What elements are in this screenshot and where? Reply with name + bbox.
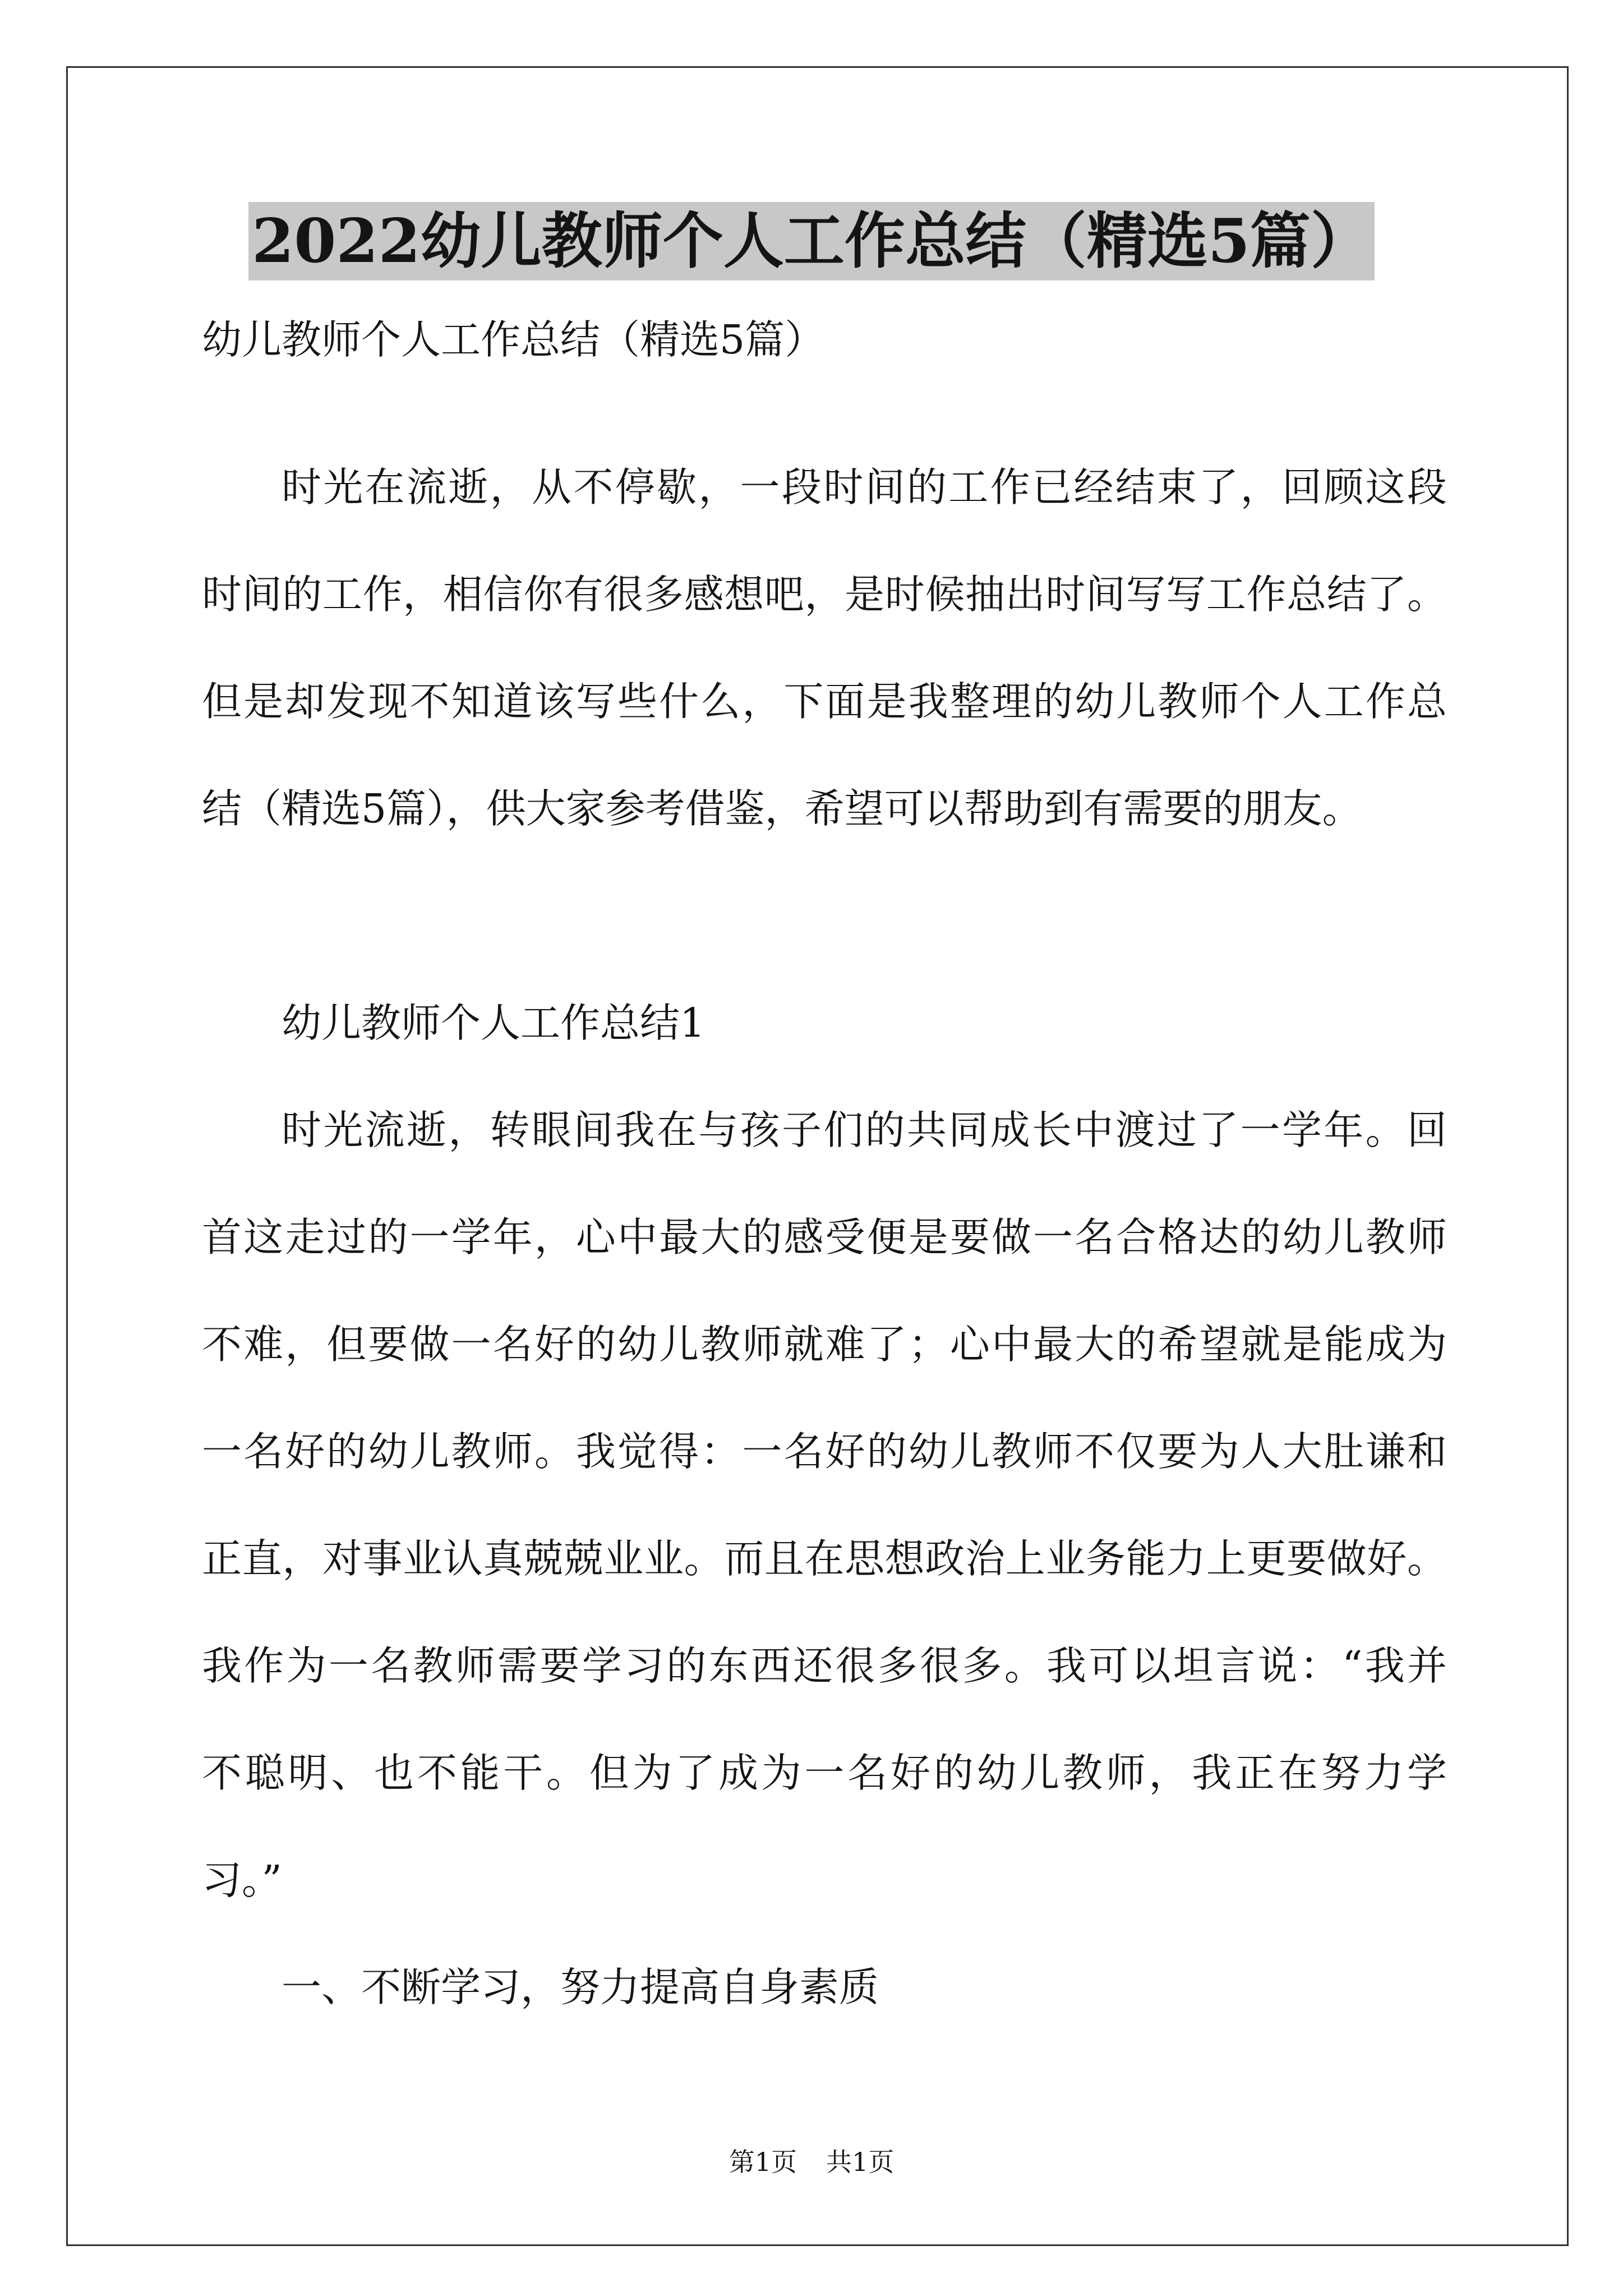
- page-footer: [0, 2145, 1623, 2179]
- paragraph-line: 时光流逝，转眼间我在与孩子们的共同成长中渡过了一学年。回: [282, 1107, 1447, 1153]
- paragraph-line: 首这走过的一学年，心中最大的感受便是要做一名合格达的幼儿教师: [202, 1214, 1447, 1260]
- paragraph-line: 习。”: [202, 1857, 282, 1903]
- paragraph-line: 结（精选5篇），供大家参考借鉴，希望可以帮助到有需要的朋友。: [202, 785, 1362, 832]
- intro-paragraph: [202, 434, 1447, 862]
- paragraph-line: 时光在流逝，从不停歇，一段时间的工作已经结束了，回顾这段: [282, 464, 1447, 510]
- page-number: 第1页: [728, 2147, 797, 2177]
- paragraph-line: 我作为一名教师需要学习的东西还很多很多。我可以坦言说：“我并: [202, 1642, 1447, 1689]
- blank-line: [202, 862, 1447, 969]
- paragraph-line: 但是却发现不知道该写些什么，下面是我整理的幼儿教师个人工作总: [202, 678, 1447, 725]
- section-subheading: 一、不断学习，努力提高自身素质: [282, 1964, 879, 2010]
- paragraph-line: 正直，对事业认真兢兢业业。而且在思想政治上业务能力上更要做好。: [202, 1535, 1447, 1582]
- body-paragraph: [202, 1076, 1447, 1934]
- title-container: [0, 202, 1623, 280]
- page-total: 共1页: [826, 2147, 895, 2177]
- paragraph-line: 不难，但要做一名好的幼儿教师就难了；心中最大的希望就是能成为: [202, 1321, 1447, 1368]
- document-subtitle: 幼儿教师个人工作总结（精选5篇）: [202, 316, 825, 363]
- paragraph-line: 时间的工作，相信你有很多感想吧，是时候抽出时间写写工作总结了。: [202, 571, 1447, 618]
- section-heading: 幼儿教师个人工作总结1: [282, 1000, 706, 1046]
- paragraph-line: 一名好的幼儿教师。我觉得：一名好的幼儿教师不仅要为人大肚谦和: [202, 1428, 1447, 1475]
- document-body: [202, 434, 1447, 2041]
- document-title: 2022幼儿教师个人工作总结（精选5篇）: [248, 202, 1375, 280]
- paragraph-line: 不聪明、也不能干。但为了成为一名好的幼儿教师，我正在努力学: [202, 1750, 1447, 1796]
